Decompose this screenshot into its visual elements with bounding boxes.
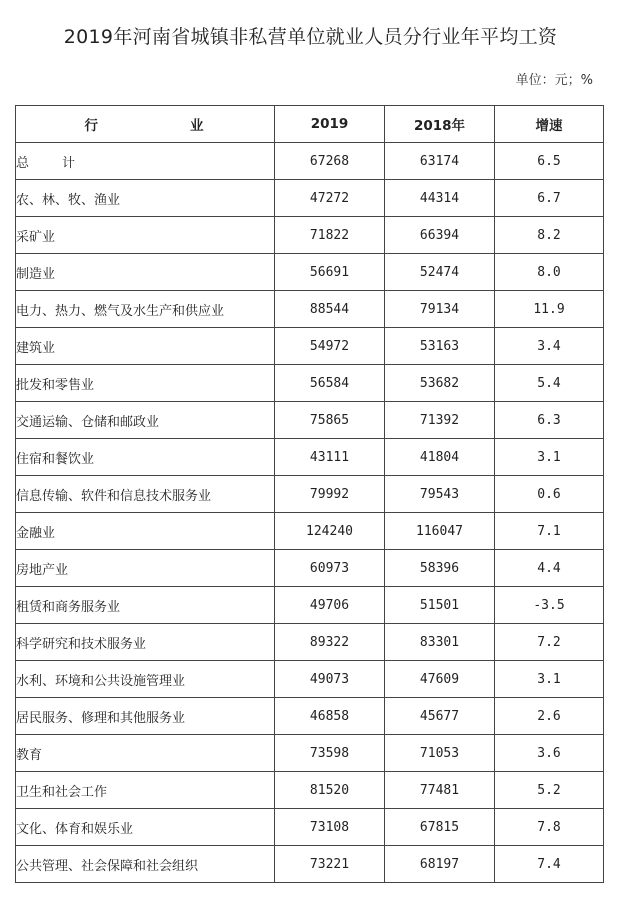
industry-cell: 采矿业 [16,217,275,254]
growth-cell: 2.6 [495,698,604,735]
table-row [16,291,604,328]
table-row [16,217,604,254]
value-2019-cell: 56691 [275,254,385,291]
value-2019-cell: 79992 [275,476,385,513]
table-row [16,328,604,365]
growth-cell: 7.4 [495,846,604,883]
value-2019-cell: 88544 [275,291,385,328]
value-2019-cell: 49073 [275,661,385,698]
value-2018-cell: 52474 [385,254,495,291]
table-row [16,624,604,661]
growth-cell: 7.8 [495,809,604,846]
value-2019-cell: 67268 [275,143,385,180]
value-2019-cell: 54972 [275,328,385,365]
industry-cell: 建筑业 [16,328,275,365]
value-2018-cell: 41804 [385,439,495,476]
value-2019-cell: 47272 [275,180,385,217]
growth-cell: 8.2 [495,217,604,254]
industry-cell: 交通运输、仓储和邮政业 [16,402,275,439]
table-row [16,772,604,809]
value-2019-cell: 124240 [275,513,385,550]
growth-cell: 3.6 [495,735,604,772]
industry-cell: 电力、热力、燃气及水生产和供应业 [16,291,275,328]
table-row [16,439,604,476]
table-row [16,254,604,291]
header-industry [16,106,275,143]
industry-cell: 批发和零售业 [16,365,275,402]
value-2018-cell: 53163 [385,328,495,365]
table-row [16,513,604,550]
table-row [16,143,604,180]
value-2018-cell: 63174 [385,143,495,180]
industry-cell: 制造业 [16,254,275,291]
value-2019-cell: 56584 [275,365,385,402]
wage-table [15,105,604,883]
value-2018-cell: 71392 [385,402,495,439]
growth-cell: 6.7 [495,180,604,217]
growth-cell: 3.1 [495,439,604,476]
value-2019-cell: 73108 [275,809,385,846]
value-2019-cell: 73598 [275,735,385,772]
value-2018-cell: 79543 [385,476,495,513]
value-2018-cell: 79134 [385,291,495,328]
unit-note: 单位：元；% [515,73,593,88]
industry-cell: 水利、环境和公共设施管理业 [16,661,275,698]
value-2018-cell: 45677 [385,698,495,735]
industry-cell: 金融业 [16,513,275,550]
growth-cell: 7.2 [495,624,604,661]
value-2018-cell: 71053 [385,735,495,772]
value-2019-cell: 81520 [275,772,385,809]
table-row [16,180,604,217]
value-2018-cell: 68197 [385,846,495,883]
industry-cell: 房地产业 [16,550,275,587]
table-row [16,661,604,698]
header-industry-a: 行 [84,118,100,134]
value-2018-cell: 116047 [385,513,495,550]
value-2018-cell: 53682 [385,365,495,402]
growth-cell: 5.4 [495,365,604,402]
table-row [16,735,604,772]
header-2018: 2018年 [385,106,495,143]
table-row [16,846,604,883]
industry-cell: 租赁和商务服务业 [16,587,275,624]
value-2019-cell: 89322 [275,624,385,661]
value-2019-cell: 49706 [275,587,385,624]
growth-cell: 0.6 [495,476,604,513]
table-row [16,365,604,402]
value-2018-cell: 47609 [385,661,495,698]
value-2019-cell: 46858 [275,698,385,735]
industry-cell: 总 计 [16,143,275,180]
growth-cell: 6.3 [495,402,604,439]
industry-cell: 文化、体育和娱乐业 [16,809,275,846]
value-2019-cell: 75865 [275,402,385,439]
table-row [16,402,604,439]
value-2019-cell: 60973 [275,550,385,587]
industry-cell: 居民服务、修理和其他服务业 [16,698,275,735]
growth-cell: 11.9 [495,291,604,328]
growth-cell: 5.2 [495,772,604,809]
value-2018-cell: 58396 [385,550,495,587]
industry-cell: 信息传输、软件和信息技术服务业 [16,476,275,513]
header-row [16,106,604,143]
growth-cell: 3.1 [495,661,604,698]
table-body [16,143,604,883]
header-industry-b: 业 [190,118,206,134]
table-row [16,809,604,846]
industry-cell: 农、林、牧、渔业 [16,180,275,217]
table-row [16,476,604,513]
value-2019-cell: 73221 [275,846,385,883]
page-title: 2019年河南省城镇非私营单位就业人员分行业年平均工资 [63,26,558,48]
value-2018-cell: 51501 [385,587,495,624]
value-2018-cell: 66394 [385,217,495,254]
header-growth: 增速 [495,106,604,143]
growth-cell: -3.5 [495,587,604,624]
value-2019-cell: 43111 [275,439,385,476]
value-2018-cell: 44314 [385,180,495,217]
industry-cell: 卫生和社会工作 [16,772,275,809]
table-row [16,698,604,735]
industry-cell: 教育 [16,735,275,772]
growth-cell: 4.4 [495,550,604,587]
industry-cell: 公共管理、社会保障和社会组织 [16,846,275,883]
growth-cell: 7.1 [495,513,604,550]
header-2019: 2019 [275,106,385,143]
value-2018-cell: 77481 [385,772,495,809]
value-2019-cell: 71822 [275,217,385,254]
value-2018-cell: 67815 [385,809,495,846]
industry-cell: 住宿和餐饮业 [16,439,275,476]
table-row [16,550,604,587]
growth-cell: 3.4 [495,328,604,365]
value-2018-cell: 83301 [385,624,495,661]
growth-cell: 6.5 [495,143,604,180]
growth-cell: 8.0 [495,254,604,291]
table-row [16,587,604,624]
industry-cell: 科学研究和技术服务业 [16,624,275,661]
